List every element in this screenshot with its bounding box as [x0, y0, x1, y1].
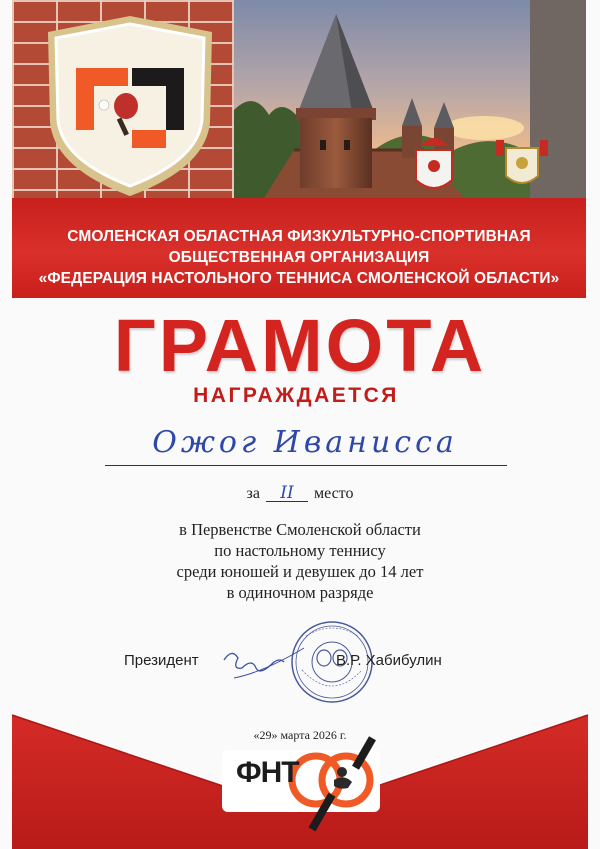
organization-name [12, 226, 586, 289]
description-line-3: среди юношей и девушек до 14 лет [176, 562, 424, 581]
organization-name-line-2: ОБЩЕСТВЕННАЯ ОРГАНИЗАЦИЯ [168, 249, 430, 266]
competition-description [0, 519, 600, 603]
place-prefix: за [246, 485, 260, 502]
table-tennis-federation-shield-logo [40, 10, 220, 200]
fhtco-logo-text: ФНТ [236, 756, 299, 789]
certificate-header [12, 0, 586, 298]
smolensk-region-coat-of-arms-icon [416, 138, 452, 188]
place-row [0, 485, 600, 503]
certificate-title: ГРАМОТА [113, 304, 487, 387]
place-suffix: место [313, 485, 354, 502]
smolensk-fortress-photo [234, 0, 586, 198]
recipient-name: Ожог Иванисса [152, 425, 458, 460]
recipient-underline [105, 465, 507, 466]
description-line-2: по настольному теннису [214, 541, 386, 560]
description-line-1: в Первенстве Смоленской области [179, 520, 421, 539]
certificate-subtitle: НАГРАЖДАЕТСЯ [193, 384, 399, 407]
president-label: Президент [124, 652, 199, 669]
president-name: В.Р. Хабибулин [336, 652, 442, 669]
organization-name-line-1: СМОЛЕНСКАЯ ОБЛАСТНАЯ ФИЗКУЛЬТУРНО-СПОРТИВНАЯ [67, 228, 531, 245]
bottom-red-decoration [0, 700, 600, 849]
certificate-date: «29» марта 2026 г. [253, 728, 347, 742]
place-value: II [266, 485, 308, 502]
description-line-4: в одиночном разряде [226, 583, 374, 602]
organization-name-line-3: «ФЕДЕРАЦИЯ НАСТОЛЬНОГО ТЕННИСА СМОЛЕНСКОЙ ОБЛАСТИ» [38, 270, 560, 287]
